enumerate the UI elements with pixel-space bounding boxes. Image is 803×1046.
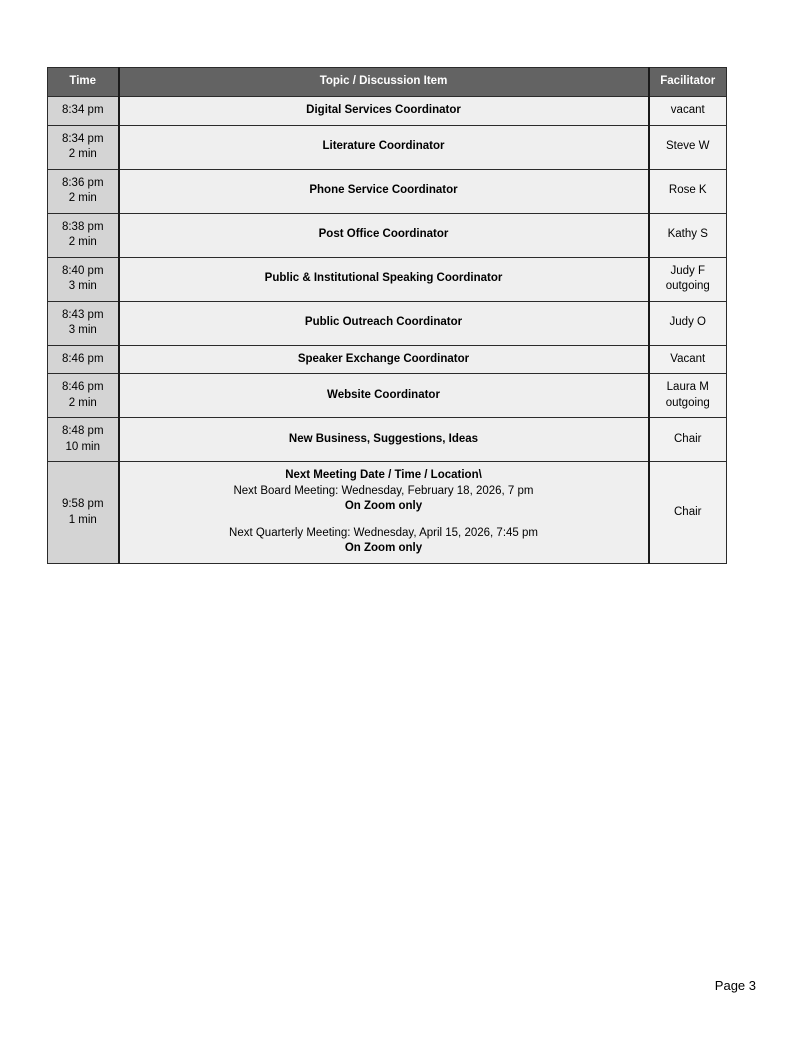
cell-time — [48, 374, 119, 418]
table-row — [48, 125, 727, 169]
table-row — [48, 97, 727, 126]
table-body — [48, 97, 727, 564]
time-value: 8:43 pm — [61, 308, 104, 321]
column-header-topic: Topic / Discussion Item — [119, 68, 649, 97]
cell-time — [48, 125, 119, 169]
facilitator-name: Chair — [674, 432, 702, 445]
cell-time — [48, 97, 119, 126]
facilitator-name: Judy F — [670, 264, 705, 277]
facilitator-name: Kathy S — [667, 228, 708, 241]
quarterly-meeting-location: On Zoom only — [344, 542, 423, 555]
time-value: 9:58 pm — [61, 498, 104, 511]
cell-time — [48, 301, 119, 345]
cell-topic: Public Outreach Coordinator — [119, 301, 649, 345]
table-row — [48, 301, 727, 345]
cell-facilitator — [649, 418, 727, 462]
board-meeting-location: On Zoom only — [344, 500, 423, 513]
column-header-facilitator: Facilitator — [649, 68, 727, 97]
column-header-time: Time — [48, 68, 119, 97]
cell-time — [48, 345, 119, 374]
table-row — [48, 169, 727, 213]
facilitator-name: Steve W — [666, 140, 710, 153]
table-row — [48, 418, 727, 462]
cell-topic: New Business, Suggestions, Ideas — [119, 418, 649, 462]
facilitator-note: outgoing — [665, 280, 710, 293]
duration-value: 2 min — [68, 236, 97, 249]
facilitator-name: Chair — [674, 505, 702, 518]
facilitator-name: Rose K — [668, 184, 707, 197]
cell-topic: Post Office Coordinator — [119, 213, 649, 257]
cell-facilitator — [649, 213, 727, 257]
cell-facilitator — [649, 374, 727, 418]
page-number-footer: Page 3 — [714, 978, 756, 993]
duration-value: 3 min — [68, 280, 97, 293]
cell-topic: Literature Coordinator — [119, 125, 649, 169]
table-row — [48, 345, 727, 374]
table-row-next-meeting — [48, 462, 727, 564]
cell-topic: Phone Service Coordinator — [119, 169, 649, 213]
cell-facilitator — [649, 462, 727, 564]
cell-topic: Speaker Exchange Coordinator — [119, 345, 649, 374]
duration-value: 2 min — [68, 192, 97, 205]
duration-value: 2 min — [68, 148, 97, 161]
cell-topic: Public & Institutional Speaking Coordinator — [119, 257, 649, 301]
cell-facilitator — [649, 169, 727, 213]
time-value: 8:34 pm — [61, 132, 104, 145]
cell-time — [48, 462, 119, 564]
cell-time — [48, 169, 119, 213]
cell-topic: Digital Services Coordinator — [119, 97, 649, 126]
facilitator-note: outgoing — [665, 396, 710, 409]
time-value: 8:46 pm — [61, 352, 104, 365]
table-row — [48, 374, 727, 418]
facilitator-name: Judy O — [669, 316, 706, 329]
time-value: 8:38 pm — [61, 220, 104, 233]
duration-value: 10 min — [65, 440, 101, 453]
cell-facilitator — [649, 97, 727, 126]
table-row — [48, 213, 727, 257]
table-header — [48, 68, 727, 97]
cell-topic-next-meeting — [119, 462, 649, 564]
time-value: 8:34 pm — [61, 104, 104, 116]
time-value: 8:36 pm — [61, 176, 104, 189]
cell-facilitator — [649, 345, 727, 374]
duration-value: 2 min — [68, 396, 97, 409]
time-value: 8:48 pm — [61, 425, 104, 438]
facilitator-name: Vacant — [670, 352, 706, 365]
time-value: 8:46 pm — [61, 381, 104, 394]
duration-value: 3 min — [68, 324, 97, 337]
agenda-table — [47, 67, 727, 564]
cell-facilitator — [649, 125, 727, 169]
next-meeting-heading: Next Meeting Date / Time / Location\ — [285, 469, 482, 482]
facilitator-name: vacant — [670, 104, 705, 116]
cell-facilitator — [649, 257, 727, 301]
cell-time — [48, 213, 119, 257]
cell-time — [48, 257, 119, 301]
cell-time — [48, 418, 119, 462]
cell-topic: Website Coordinator — [119, 374, 649, 418]
facilitator-name: Laura M — [666, 381, 709, 394]
duration-value: 1 min — [68, 513, 97, 526]
next-quarterly-meeting: Next Quarterly Meeting: Wednesday, April 15, 2026, 7:45 pm — [229, 526, 538, 539]
table-row — [48, 257, 727, 301]
next-board-meeting: Next Board Meeting: Wednesday, February 18, 2026, 7 pm — [233, 484, 534, 497]
line-spacer — [128, 515, 640, 526]
cell-facilitator — [649, 301, 727, 345]
table-header-row — [48, 68, 727, 97]
time-value: 8:40 pm — [61, 264, 104, 277]
